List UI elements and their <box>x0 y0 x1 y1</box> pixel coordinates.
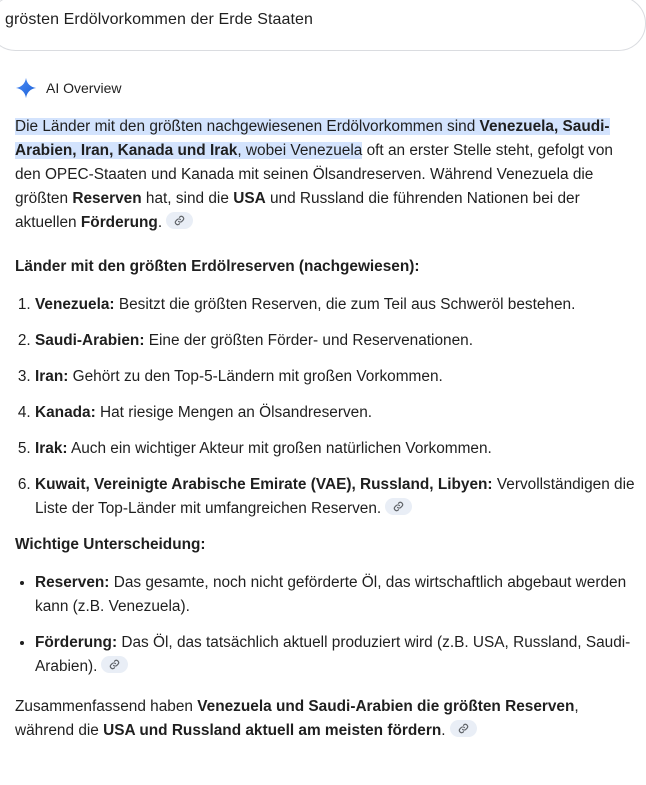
summary-paragraph <box>15 695 639 743</box>
list-item <box>35 571 639 619</box>
link-icon <box>458 723 469 734</box>
intro-text: und Russland die führenden Nationen bei der aktuellen <box>15 190 580 231</box>
diff-text: Das Öl, das tatsächlich aktuell produziert wird (z.B. USA, Russland, Saudi-Arabien). <box>35 634 631 675</box>
link-icon <box>109 659 120 670</box>
ai-overview-content <box>15 115 639 743</box>
diff-term: Förderung: <box>35 634 118 651</box>
diff-term: Reserven: <box>35 574 110 591</box>
intro-reserven: Reserven <box>72 190 142 207</box>
intro-usa: USA <box>233 190 266 207</box>
summary-production: USA und Russland aktuell am meisten fördern <box>103 722 442 739</box>
sparkle-icon <box>15 77 37 99</box>
summary-text: , während die <box>15 698 579 739</box>
country-text: Gehört zu den Top-5-Ländern mit großen Vorkommen. <box>68 368 443 385</box>
difference-list <box>15 571 639 679</box>
country-text: Auch ein wichtiger Akteur mit großen natürlichen Vorkommen. <box>67 440 492 457</box>
country-text: Vervollständigen die Liste der Top-Länder mit umfangreichen Reserven. <box>35 476 635 517</box>
search-box[interactable] <box>0 0 646 51</box>
country-name: Kuwait, Vereinigte Arabische Emirate (VAE), Russland, Libyen: <box>35 476 493 493</box>
country-name: Iran: <box>35 368 69 385</box>
link-icon <box>174 215 185 226</box>
intro-countries: Venezuela, Saudi-Arabien, Iran, Kanada und Irak <box>15 118 610 159</box>
intro-text: hat, sind die <box>141 190 234 207</box>
difference-heading: Wichtige Unterscheidung: <box>15 536 206 553</box>
country-text: Eine der größten Förder- und Reservenationen. <box>144 332 473 349</box>
countries-list <box>15 293 639 521</box>
intro-text: oft an erster Stelle steht, gefolgt von den OPEC-Staaten und Kanada mit seinen Ölsandreserven. Während Venezuela die größten <box>15 142 613 207</box>
country-name: Irak: <box>35 440 68 457</box>
source-link-button[interactable] <box>450 720 477 737</box>
intro-text: , wobei Venezuela <box>237 142 363 159</box>
source-link-button[interactable] <box>166 212 193 229</box>
list-item <box>35 473 639 521</box>
list-item <box>35 293 639 317</box>
diff-text: Das gesamte, noch nicht geförderte Öl, das wirtschaftlich abgebaut werden kann (z.B. Venezuela). <box>35 574 627 615</box>
list-item <box>35 329 639 353</box>
link-icon <box>393 501 404 512</box>
source-link-button[interactable] <box>385 498 412 515</box>
reserves-heading: Länder mit den größten Erdölreserven (nachgewiesen): <box>15 258 420 275</box>
intro-foerderung: Förderung <box>80 214 158 231</box>
list-item <box>35 365 639 389</box>
intro-text: Die Länder mit den größten nachgewiesenen Erdölvorkommen sind <box>15 118 480 135</box>
list-item <box>35 401 639 425</box>
list-item <box>35 631 639 679</box>
summary-text: Zusammenfassend haben <box>15 698 198 715</box>
country-name: Kanada: <box>35 404 96 421</box>
ai-overview-header <box>15 76 121 100</box>
list-item <box>35 437 639 461</box>
country-text: Besitzt die größten Reserven, die zum Teil aus Schweröl bestehen. <box>114 296 576 313</box>
summary-reserves: Venezuela und Saudi-Arabien die größten Reserven <box>197 698 575 715</box>
ai-overview-title: AI Overview <box>46 80 122 96</box>
search-input[interactable]: grösten Erdölvorkommen der Erde Staaten <box>5 11 314 28</box>
summary-text: . <box>441 722 446 739</box>
country-text: Hat riesige Mengen an Ölsandreserven. <box>95 404 373 421</box>
country-name: Venezuela: <box>35 296 115 313</box>
country-name: Saudi-Arabien: <box>35 332 145 349</box>
intro-paragraph <box>15 115 639 235</box>
intro-text: . <box>157 214 163 231</box>
source-link-button[interactable] <box>101 656 128 673</box>
